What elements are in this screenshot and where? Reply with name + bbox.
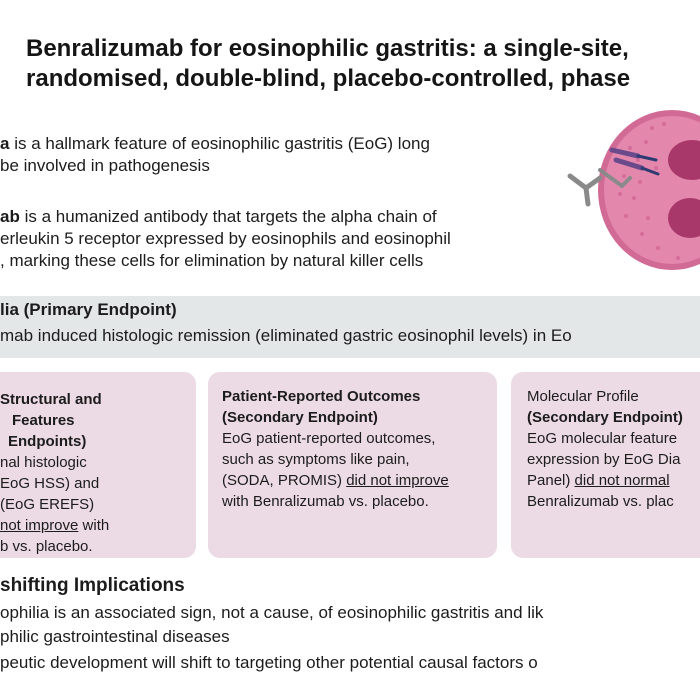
- eosinophil-illustration: [560, 98, 700, 278]
- primary-endpoint-text: mab induced histologic remission (eliminated gastric eosinophil levels) in Eo: [0, 326, 572, 345]
- card-structural-line-4: with: [78, 517, 110, 534]
- implications-line-1: ophilia is an associated sign, not a cause, of eosinophilic gastritis and lik: [0, 603, 544, 622]
- card-structural-heading-2: Features: [12, 412, 75, 429]
- implications-heading: shifting Implications: [0, 575, 185, 596]
- paper-title: [26, 34, 630, 94]
- card-structural-heading-3: Endpoints): [8, 433, 87, 450]
- bullet-1-bold: a: [0, 134, 10, 153]
- intro-bullet-2: [0, 206, 451, 272]
- card-structural-line-1: nal histologic: [0, 454, 87, 471]
- antibody-icon: [570, 176, 600, 204]
- intro-bullet-1: [0, 133, 430, 177]
- primary-endpoint-heading: lia (Primary Endpoint): [0, 300, 177, 319]
- card-molecular-line-2: expression by EoG Dia: [527, 451, 681, 468]
- card-patient-line-3: (SODA, PROMIS): [222, 472, 347, 489]
- bullet-2-bold: ab: [0, 207, 20, 226]
- card-patient-line-1: EoG patient-reported outcomes,: [222, 430, 436, 447]
- card-structural-line-2: EoG HSS) and: [0, 475, 100, 492]
- implications-line-3: peutic development will shift to targeting other potential causal factors o: [0, 653, 538, 672]
- bullet-2-text: is a humanized antibody that targets the alpha chain of: [19, 207, 437, 226]
- card-patient-not-improve: did not improve: [346, 472, 449, 489]
- card-patient-heading-2: (Secondary Endpoint): [222, 409, 378, 426]
- card-structural-line-3: (EoG EREFS): [0, 496, 95, 513]
- card-molecular-heading-1: Molecular Profile: [527, 388, 639, 405]
- bullet-1-text: is a hallmark feature of eosinophilic gastritis (EoG) long: [9, 134, 430, 153]
- card-molecular-not-normal: did not normal: [574, 472, 670, 489]
- card-patient-line-4: with Benralizumab vs. placebo.: [222, 493, 429, 510]
- card-patient-line-2: such as symptoms like pain,: [222, 451, 410, 468]
- card-structural-heading-1: Structural and: [0, 391, 102, 408]
- implications-line-2: philic gastrointestinal diseases: [0, 627, 230, 646]
- card-structural-line-5: b vs. placebo.: [0, 538, 93, 555]
- title-line-2: randomised, double-blind, placebo-controlled, phase: [26, 65, 631, 92]
- card-patient-content: [222, 386, 449, 512]
- bullet-2-line-2: erleukin 5 receptor expressed by eosinophils and eosinophil: [0, 229, 451, 248]
- card-molecular-line-3: Panel): [527, 472, 575, 489]
- card-molecular-line-4: Benralizumab vs. plac: [527, 493, 674, 510]
- card-patient-heading-1: Patient-Reported Outcomes: [222, 388, 421, 405]
- card-molecular-line-1: EoG molecular feature: [527, 430, 678, 447]
- bullet-2-line-3: , marking these cells for elimination by natural killer cells: [0, 251, 424, 270]
- title-line-1: Benralizumab for eosinophilic gastritis: a single-site,: [26, 35, 629, 62]
- card-molecular-heading-2: (Secondary Endpoint): [527, 409, 683, 426]
- bullet-1-line-2: be involved in pathogenesis: [0, 156, 210, 175]
- card-structural-content: [0, 389, 109, 557]
- card-structural-not-improve: not improve: [0, 517, 79, 534]
- card-molecular-content: [527, 386, 683, 512]
